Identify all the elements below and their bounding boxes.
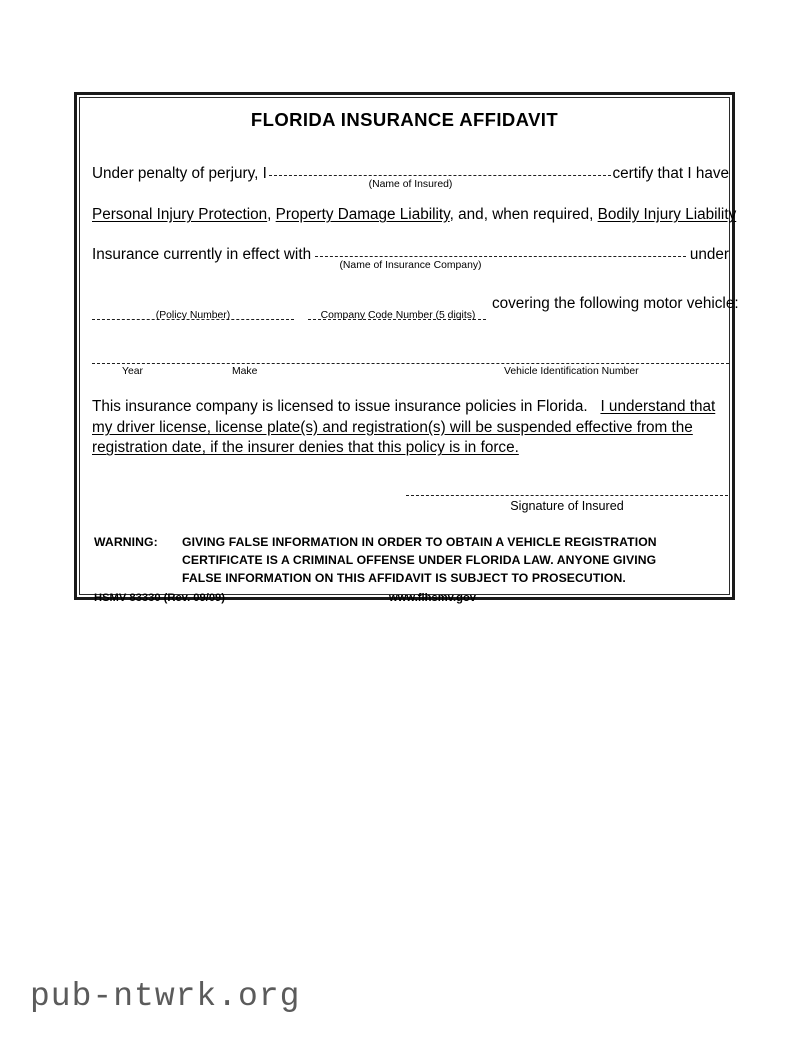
form-id-text: HSMV 83330 (Rev. 09/09) [94, 592, 226, 604]
in-effect-prefix-text: Insurance currently in effect with [92, 246, 312, 263]
perjury-prefix-text: Under penalty of perjury, I [92, 165, 267, 182]
page-title: FLORIDA INSURANCE AFFIDAVIT [250, 109, 559, 130]
caption-year: Year [122, 366, 143, 377]
warning-line-1: GIVING FALSE INFORMATION IN ORDER TO OBTAIN A VEHICLE REGISTRATION [182, 535, 657, 549]
vehicle-row [92, 353, 729, 383]
insurance-company-blank[interactable] [315, 244, 686, 259]
vehicle-info-rule[interactable] [92, 363, 729, 364]
warning-text [182, 534, 724, 587]
affidavit-inner-border [79, 97, 739, 604]
in-effect-row [92, 244, 729, 271]
website-text: www.flhsmv.gov [389, 592, 477, 604]
name-of-insured-blank[interactable] [269, 163, 611, 178]
insurance-company-rule [315, 256, 686, 257]
warning-block [94, 534, 724, 587]
coverages-separator-1: , [267, 206, 276, 223]
coverages-separator-2: , and, when required, [449, 206, 598, 223]
perjury-suffix-text: certify that I have [612, 165, 729, 182]
policy-row [92, 295, 739, 329]
covering-motor-vehicle-text: covering the following motor vehicle: [492, 295, 739, 312]
licensed-paragraph [92, 397, 732, 459]
caption-make: Make [232, 366, 258, 377]
coverage-property-damage-liability: Property Damage Liability [275, 206, 450, 223]
name-of-insured-rule [269, 175, 611, 176]
caption-signature-of-insured: Signature of Insured [510, 499, 624, 513]
signature-line[interactable] [406, 495, 728, 496]
warning-line-2: CERTIFICATE IS A CRIMINAL OFFENSE UNDER FLORIDA LAW. ANYONE GIVING [182, 552, 657, 567]
coverages-row [92, 206, 737, 224]
caption-name-of-insurance-company: (Name of Insurance Company) [339, 260, 482, 271]
in-effect-suffix-text: under [689, 246, 729, 263]
caption-policy-number: (Policy Number) [155, 310, 231, 321]
warning-label: WARNING: [94, 535, 158, 549]
signature-row [406, 491, 728, 521]
watermark-text: pub-ntwrk.org [30, 978, 301, 1015]
warning-line-3: FALSE INFORMATION ON THIS AFFIDAVIT IS SUBJECT TO PROSECUTION. [182, 570, 626, 585]
affidavit-form-box [74, 92, 739, 604]
licensed-plain-sentence: This insurance company is licensed to issue insurance policies in Florida. [92, 398, 588, 415]
coverage-bodily-injury-liability: Bodily Injury Liability [597, 206, 737, 223]
coverage-personal-injury-protection: Personal Injury Protection [92, 206, 268, 223]
caption-vehicle-identification-number: Vehicle Identification Number [504, 366, 639, 377]
licensed-underlined-sentence: I understand that my driver license, license plate(s) and registration(s) will be suspended effective from the registration date, if the insurer denies that this policy is in force. [92, 398, 716, 457]
caption-name-of-insured: (Name of Insured) [368, 179, 453, 190]
caption-company-code-number: Company Code Number (5 digits) [320, 310, 476, 321]
form-body [80, 109, 739, 606]
perjury-row [92, 163, 729, 190]
